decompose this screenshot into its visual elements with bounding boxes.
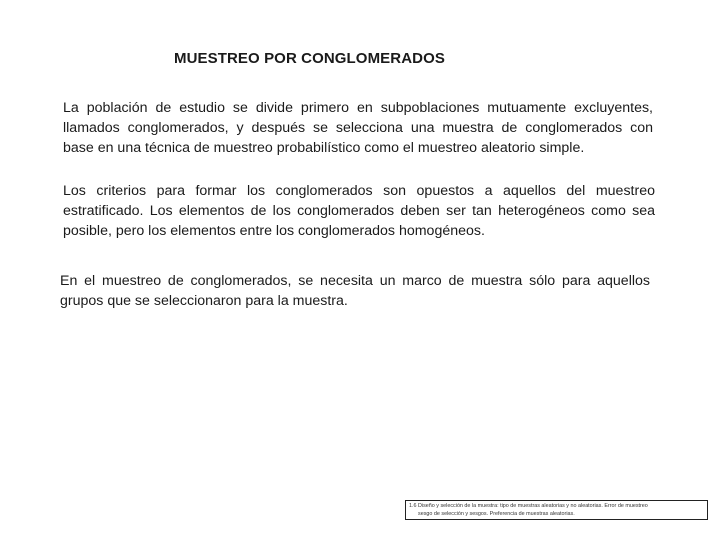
paragraph-criteria — [63, 181, 655, 241]
footer-caption-line: sesgo de selección y sesgos. Preferencia de muestras aleatorias. — [418, 511, 575, 517]
paragraph-line: estratificado. Los elementos de los conglomerados deben ser tan heterogéneos como sea — [63, 203, 655, 219]
paragraph-line: posible, pero los elementos entre los conglomerados homogéneos. — [63, 223, 485, 239]
paragraph-line: La población de estudio se divide primero en subpoblaciones mutuamente excluyentes, — [63, 100, 653, 116]
paragraph-definition — [63, 98, 653, 158]
paragraph-line: Los criterios para formar los conglomerados son opuestos a aquellos del muestreo — [63, 183, 655, 199]
slide-title: MUESTREO POR CONGLOMERADOS — [174, 50, 445, 67]
paragraph-line: llamados conglomerados, y después se selecciona una muestra de conglomerados con — [63, 120, 653, 136]
footer-caption-line: 1.6 Diseño y selección de la muestra: tipo de muestras aleatorias y no aleatorias. Error de muestreo — [409, 503, 648, 509]
paragraph-line: base en una técnica de muestreo probabilístico como el muestreo aleatorio simple. — [63, 140, 585, 156]
paragraph-sampling-frame — [60, 271, 650, 311]
paragraph-line: En el muestreo de conglomerados, se necesita un marco de muestra sólo para aquellos — [60, 273, 650, 289]
footer-caption-box — [405, 500, 708, 520]
paragraph-line: grupos que se seleccionaron para la muestra. — [60, 293, 348, 309]
